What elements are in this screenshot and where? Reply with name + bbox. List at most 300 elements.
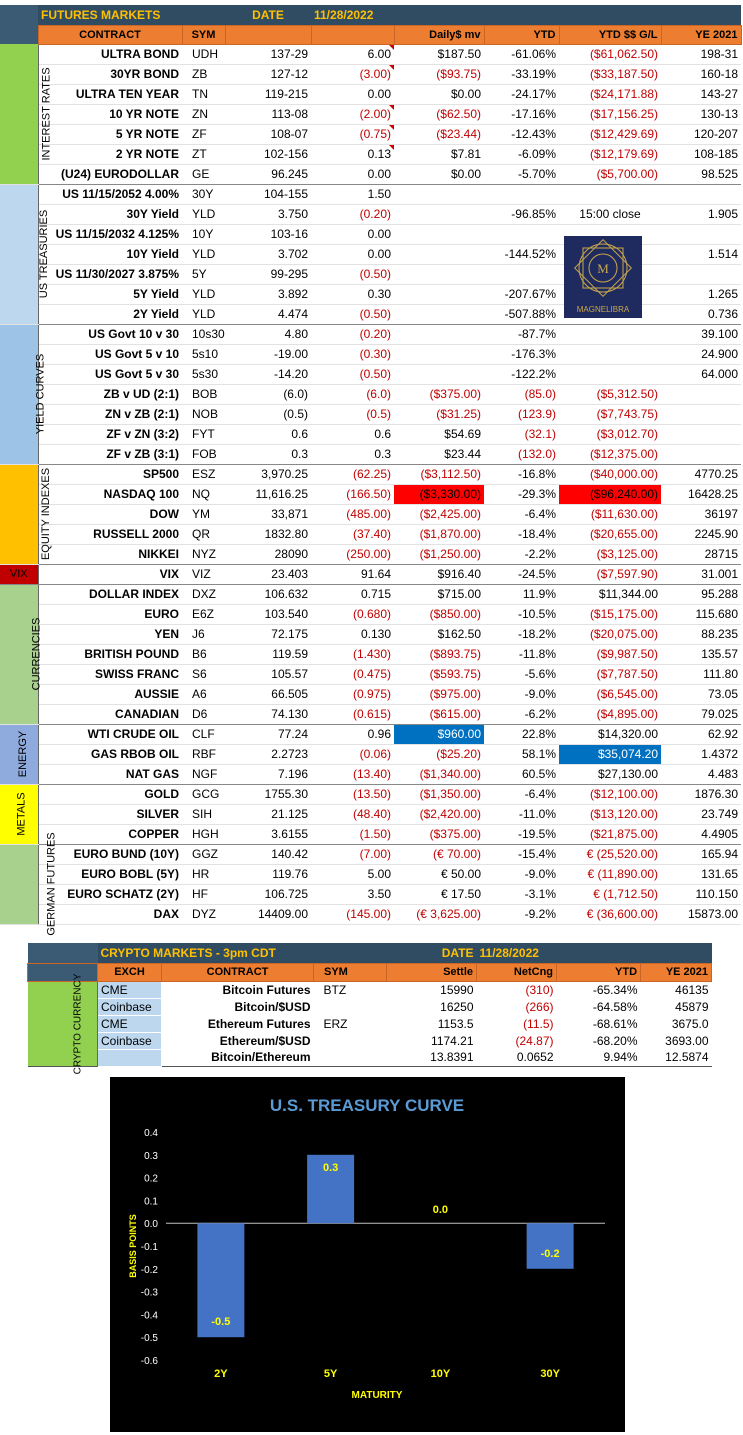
cell: -144.52%	[484, 244, 559, 264]
table-row	[0, 404, 741, 424]
cell: 4770.25	[661, 464, 741, 484]
table-row	[0, 324, 741, 344]
cell	[394, 184, 484, 204]
contract-name: 5 YR NOTE	[38, 124, 182, 144]
cell: (11.5)	[523, 1016, 554, 1031]
cell: -122.2%	[484, 364, 559, 384]
cell: ($1,870.00)	[394, 524, 484, 544]
contract-name: EURO	[38, 604, 182, 624]
cell: 106.632	[225, 584, 311, 604]
cell: $162.50	[394, 624, 484, 644]
cell: (37.40)	[311, 524, 394, 544]
cell: (0.06)	[311, 744, 394, 764]
cell: 12.5874	[665, 1050, 709, 1065]
cell	[314, 1049, 387, 1066]
table-row	[0, 44, 741, 64]
crypto-col-header: NetCng	[477, 963, 557, 981]
cell: -9.0%	[484, 864, 559, 884]
cell: 127-12	[225, 64, 311, 84]
cell: 1755.30	[225, 784, 311, 804]
cell: 99-295	[225, 264, 311, 284]
cell: ($2,425.00)	[394, 504, 484, 524]
cell	[661, 444, 741, 464]
cell: € (36,600.00)	[559, 904, 661, 924]
table-row	[0, 904, 741, 924]
cell: 15873.00	[661, 904, 741, 924]
crypto-row	[28, 998, 712, 1015]
cell: 3.50	[311, 884, 394, 904]
cell: 15990	[440, 982, 474, 997]
cell: FYT	[182, 424, 225, 444]
cell: -2.2%	[484, 544, 559, 564]
date-label: DATE	[225, 5, 311, 25]
section-label: CURRENCIES	[0, 584, 38, 724]
cell: 36197	[661, 504, 741, 524]
cell: 135.57	[661, 644, 741, 664]
cell	[484, 264, 559, 284]
cell: (48.40)	[311, 804, 394, 824]
cell: -33.19%	[484, 64, 559, 84]
table-row	[0, 704, 741, 724]
cell: $27,130.00	[559, 764, 661, 784]
cell: $0.00	[394, 84, 484, 104]
table-row	[0, 864, 741, 884]
data-label: -0.5	[211, 1316, 231, 1329]
cell: 45879	[675, 999, 709, 1014]
cell: 16428.25	[661, 484, 741, 504]
cell: 0.6	[311, 424, 394, 444]
cell: 62.92	[661, 724, 741, 744]
y-tick-label: -0.2	[140, 1264, 158, 1276]
col-header: YTD	[484, 25, 559, 44]
cell: 10Y	[182, 224, 225, 244]
section-label: EQUITY INDEXES	[0, 464, 38, 564]
table-row	[0, 84, 741, 104]
y-tick-label: -0.1	[140, 1242, 158, 1253]
table-row	[0, 764, 741, 784]
cell: ($20,075.00)	[559, 624, 661, 644]
cell: YLD	[182, 204, 225, 224]
crypto-date-label: DATE	[387, 943, 477, 963]
crypto-row	[28, 1032, 712, 1049]
crypto-date: 11/28/2022	[477, 943, 641, 963]
table-row	[0, 384, 741, 404]
cell: ($40,000.00)	[559, 464, 661, 484]
cell: 4.474	[225, 304, 311, 324]
table-row	[0, 744, 741, 764]
cell: 5Y	[182, 264, 225, 284]
cell: (13.50)	[311, 784, 394, 804]
cell: ($2,420.00)	[394, 804, 484, 824]
cell: 140.42	[225, 844, 311, 864]
cell	[661, 224, 741, 244]
cell: 3675.0	[671, 1016, 709, 1031]
cell: -12.43%	[484, 124, 559, 144]
cell: 96.245	[225, 164, 311, 184]
table-row	[0, 484, 741, 504]
contract-name: GAS RBOB OIL	[38, 744, 182, 764]
cell: 3.750	[225, 204, 311, 224]
cell: 60.5%	[484, 764, 559, 784]
cell: 15:00 close	[559, 204, 661, 224]
contract-name: NASDAQ 100	[38, 484, 182, 504]
col-header: CONTRACT	[38, 25, 182, 44]
cell: 3.702	[225, 244, 311, 264]
cell: -24.5%	[484, 564, 559, 584]
cell: (€ 3,625.00)	[394, 904, 484, 924]
cell: ($850.00)	[394, 604, 484, 624]
cell: B6	[182, 644, 225, 664]
contract-name: 5Y Yield	[38, 284, 182, 304]
x-axis-label: MATURITY	[351, 1390, 403, 1401]
cell: -68.20%	[592, 1033, 638, 1048]
cell: ($975.00)	[394, 684, 484, 704]
table-row	[0, 124, 741, 144]
cell: ZT	[182, 144, 225, 164]
table-row	[0, 564, 741, 584]
table-row	[0, 464, 741, 484]
cell: 3,970.25	[225, 464, 311, 484]
cell: 33,871	[225, 504, 311, 524]
cell	[394, 264, 484, 284]
crypto-col-header: EXCH	[98, 963, 162, 981]
cell: -64.58%	[592, 999, 638, 1014]
col-header: YTD $$ G/L	[559, 25, 661, 44]
cell: 5s10	[182, 344, 225, 364]
cell: 28090	[225, 544, 311, 564]
section-label: METALS	[0, 784, 38, 844]
cell: 0.00	[311, 244, 394, 264]
cell: VIZ	[182, 564, 225, 584]
bar-30Y	[527, 1223, 574, 1269]
cell: ($24,171.88)	[559, 84, 661, 104]
cell: $11,344.00	[559, 584, 661, 604]
cell: 2.2723	[225, 744, 311, 764]
crypto-row	[28, 1015, 712, 1032]
cell: Bitcoin/$USD	[234, 999, 311, 1014]
cell: ESZ	[182, 464, 225, 484]
cell: ($11,630.00)	[559, 504, 661, 524]
contract-name: ZN v ZB (2:1)	[38, 404, 182, 424]
contract-name: EURO SCHATZ (2Y)	[38, 884, 182, 904]
cell: -18.2%	[484, 624, 559, 644]
cell: 39.100	[661, 324, 741, 344]
cell: 5s30	[182, 364, 225, 384]
cell: € (25,520.00)	[559, 844, 661, 864]
cell	[559, 324, 661, 344]
cell: 3.892	[225, 284, 311, 304]
contract-name: (U24) EURODOLLAR	[38, 164, 182, 184]
cell: -507.88%	[484, 304, 559, 324]
cell: (13.40)	[311, 764, 394, 784]
cell: 28715	[661, 544, 741, 564]
table-row	[0, 544, 741, 564]
cell: 103.540	[225, 604, 311, 624]
cell: YLD	[182, 244, 225, 264]
cell: 4.4905	[661, 824, 741, 844]
cell: QR	[182, 524, 225, 544]
cell: € (1,712.50)	[559, 884, 661, 904]
cell	[314, 998, 387, 1015]
cell: 9.94%	[603, 1050, 638, 1065]
cell: 106.725	[225, 884, 311, 904]
contract-name: SP500	[38, 464, 182, 484]
table-row	[0, 204, 741, 224]
cell: $14,320.00	[559, 724, 661, 744]
cell	[661, 184, 741, 204]
cell: 119.76	[225, 864, 311, 884]
cell: -96.85%	[484, 204, 559, 224]
cell: 4.483	[661, 764, 741, 784]
cell: $916.40	[394, 564, 484, 584]
exchange: Coinbase	[98, 1032, 162, 1049]
table-row	[0, 524, 741, 544]
section-label: US TREASURIES	[0, 184, 38, 324]
cell: 6.00	[311, 44, 394, 64]
cell: ($1,350.00)	[394, 784, 484, 804]
cell: YLD	[182, 284, 225, 304]
contract-name: US Govt 5 v 10	[38, 344, 182, 364]
cell: ($96,240.00)	[559, 484, 661, 504]
cell: ($5,312.50)	[559, 384, 661, 404]
table-row	[0, 64, 741, 84]
contract-name: DAX	[38, 904, 182, 924]
data-label: 0.3	[322, 1161, 339, 1174]
cell: 120-207	[661, 124, 741, 144]
cell: HF	[182, 884, 225, 904]
contract-name: 10Y Yield	[38, 244, 182, 264]
cell: (3.00)	[311, 64, 394, 84]
cell: 11,616.25	[225, 484, 311, 504]
crypto-col-header: CONTRACT	[162, 963, 314, 981]
chart-svg	[110, 1077, 625, 1432]
cell	[661, 264, 741, 284]
x-tick-label: 30Y	[540, 1368, 560, 1380]
cell: Bitcoin Futures	[222, 982, 311, 997]
cell: (85.0)	[484, 384, 559, 404]
cell	[394, 324, 484, 344]
table-row	[0, 724, 741, 744]
cell: GCG	[182, 784, 225, 804]
cell: (132.0)	[484, 444, 559, 464]
table-row	[0, 364, 741, 384]
cell: ZN	[182, 104, 225, 124]
cell: NGF	[182, 764, 225, 784]
cell	[559, 344, 661, 364]
cell: 10s30	[182, 324, 225, 344]
contract-name: EURO BOBL (5Y)	[38, 864, 182, 884]
cell	[394, 344, 484, 364]
cell: 1.4372	[661, 744, 741, 764]
y-tick-label: 0.0	[144, 1219, 158, 1231]
cell: 3.6155	[225, 824, 311, 844]
cell: 0.00	[311, 84, 394, 104]
table-row	[0, 104, 741, 124]
cell: ($893.75)	[394, 644, 484, 664]
cell: A6	[182, 684, 225, 704]
cell: TN	[182, 84, 225, 104]
cell: 130-13	[661, 104, 741, 124]
exchange: CME	[98, 1015, 162, 1032]
cell	[394, 364, 484, 384]
y-tick-label: -0.4	[140, 1310, 158, 1322]
cell: 98.525	[661, 164, 741, 184]
cell: 23.749	[661, 804, 741, 824]
cell: ($375.00)	[394, 384, 484, 404]
table-row	[0, 444, 741, 464]
cell: ZF	[182, 124, 225, 144]
exchange	[98, 1049, 162, 1066]
cell: -87.7%	[484, 324, 559, 344]
cell: (6.0)	[311, 384, 394, 404]
cell: -9.2%	[484, 904, 559, 924]
col-header: SYM	[182, 25, 225, 44]
cell: S6	[182, 664, 225, 684]
cell: 46135	[675, 982, 709, 997]
cell: ($6,545.00)	[559, 684, 661, 704]
cell: 73.05	[661, 684, 741, 704]
cell: (0.50)	[311, 364, 394, 384]
cell: J6	[182, 624, 225, 644]
cell: -61.06%	[484, 44, 559, 64]
cell: (266)	[525, 999, 554, 1014]
cell: ($7,743.75)	[559, 404, 661, 424]
cell: 160-18	[661, 64, 741, 84]
cell: (310)	[525, 982, 554, 997]
cell: 64.000	[661, 364, 741, 384]
cell: (0.50)	[311, 264, 394, 284]
contract-name: SILVER	[38, 804, 182, 824]
cell: ($12,375.00)	[559, 444, 661, 464]
cell: ($12,429.69)	[559, 124, 661, 144]
cell: -18.4%	[484, 524, 559, 544]
cell: 14409.00	[225, 904, 311, 924]
futures-table	[0, 5, 742, 936]
cell: ($7,787.50)	[559, 664, 661, 684]
cell: 11.9%	[484, 584, 559, 604]
col-header	[311, 25, 394, 44]
cell: 137-29	[225, 44, 311, 64]
contract-name: NIKKEI	[38, 544, 182, 564]
table-row	[0, 804, 741, 824]
table-row	[0, 584, 741, 604]
cell: 103-16	[225, 224, 311, 244]
cell: 0.3	[311, 444, 394, 464]
cell: ($13,120.00)	[559, 804, 661, 824]
cell: ($9,987.50)	[559, 644, 661, 664]
contract-name: ZF v ZN (3:2)	[38, 424, 182, 444]
cell: (250.00)	[311, 544, 394, 564]
y-tick-label: 0.1	[144, 1196, 158, 1208]
y-tick-label: -0.5	[140, 1333, 158, 1345]
cell: $960.00	[394, 724, 484, 744]
y-tick-label: -0.3	[140, 1287, 158, 1299]
cell: 58.1%	[484, 744, 559, 764]
magnelibra-logo	[564, 236, 642, 318]
cell: -9.0%	[484, 684, 559, 704]
contract-name: EURO BUND (10Y)	[38, 844, 182, 864]
table-row	[0, 844, 741, 864]
cell: NOB	[182, 404, 225, 424]
contract-name: 30Y Yield	[38, 204, 182, 224]
section-label: GERMAN FUTURES	[0, 844, 38, 924]
cell: RBF	[182, 744, 225, 764]
cell: DXZ	[182, 584, 225, 604]
cell: $715.00	[394, 584, 484, 604]
contract-name: US 11/30/2027 3.875%	[38, 264, 182, 284]
cell	[394, 244, 484, 264]
cell: -15.4%	[484, 844, 559, 864]
cell: ($15,175.00)	[559, 604, 661, 624]
table-row	[0, 344, 741, 364]
cell: SIH	[182, 804, 225, 824]
cell: ERZ	[323, 1016, 348, 1031]
cell: 0.6	[225, 424, 311, 444]
cell: D6	[182, 704, 225, 724]
contract-name: ZB v UD (2:1)	[38, 384, 182, 404]
cell: 104-155	[225, 184, 311, 204]
cell: 105.57	[225, 664, 311, 684]
table-row	[0, 164, 741, 184]
cell: -176.3%	[484, 344, 559, 364]
cell: 1.50	[311, 184, 394, 204]
contract-name: CANADIAN	[38, 704, 182, 724]
cell: 110.150	[661, 884, 741, 904]
cell: 79.025	[661, 704, 741, 724]
cell: 24.900	[661, 344, 741, 364]
cell: 102-156	[225, 144, 311, 164]
cell	[394, 224, 484, 244]
cell: 88.235	[661, 624, 741, 644]
cell: -6.4%	[484, 504, 559, 524]
cell: 16250	[440, 999, 474, 1014]
cell: 165.94	[661, 844, 741, 864]
contract-name: RUSSELL 2000	[38, 524, 182, 544]
cell: -6.4%	[484, 784, 559, 804]
cell: 3693.00	[665, 1033, 709, 1048]
cell: 108-07	[225, 124, 311, 144]
contract-name: DOLLAR INDEX	[38, 584, 182, 604]
x-tick-label: 5Y	[323, 1368, 338, 1380]
cell: 1.265	[661, 284, 741, 304]
cell: UDH	[182, 44, 225, 64]
cell: (166.50)	[311, 484, 394, 504]
cell: ($593.75)	[394, 664, 484, 684]
contract-name: ULTRA BOND	[38, 44, 182, 64]
cell: € (11,890.00)	[559, 864, 661, 884]
contract-name: YEN	[38, 624, 182, 644]
table-row	[0, 664, 741, 684]
crypto-row	[28, 1049, 712, 1066]
cell: 72.175	[225, 624, 311, 644]
cell: 131.65	[661, 864, 741, 884]
cell: -6.2%	[484, 704, 559, 724]
cell: $0.00	[394, 164, 484, 184]
cell: € 50.00	[394, 864, 484, 884]
cell: -11.8%	[484, 644, 559, 664]
cell: 95.288	[661, 584, 741, 604]
cell: (€ 70.00)	[394, 844, 484, 864]
table-row	[0, 824, 741, 844]
contract-name: AUSSIE	[38, 684, 182, 704]
cell: HR	[182, 864, 225, 884]
cell: -11.0%	[484, 804, 559, 824]
cell: -19.00	[225, 344, 311, 364]
cell: -65.34%	[592, 982, 638, 997]
crypto-col-header: YE 2021	[641, 963, 712, 981]
cell: -5.70%	[484, 164, 559, 184]
cell: 108-185	[661, 144, 741, 164]
